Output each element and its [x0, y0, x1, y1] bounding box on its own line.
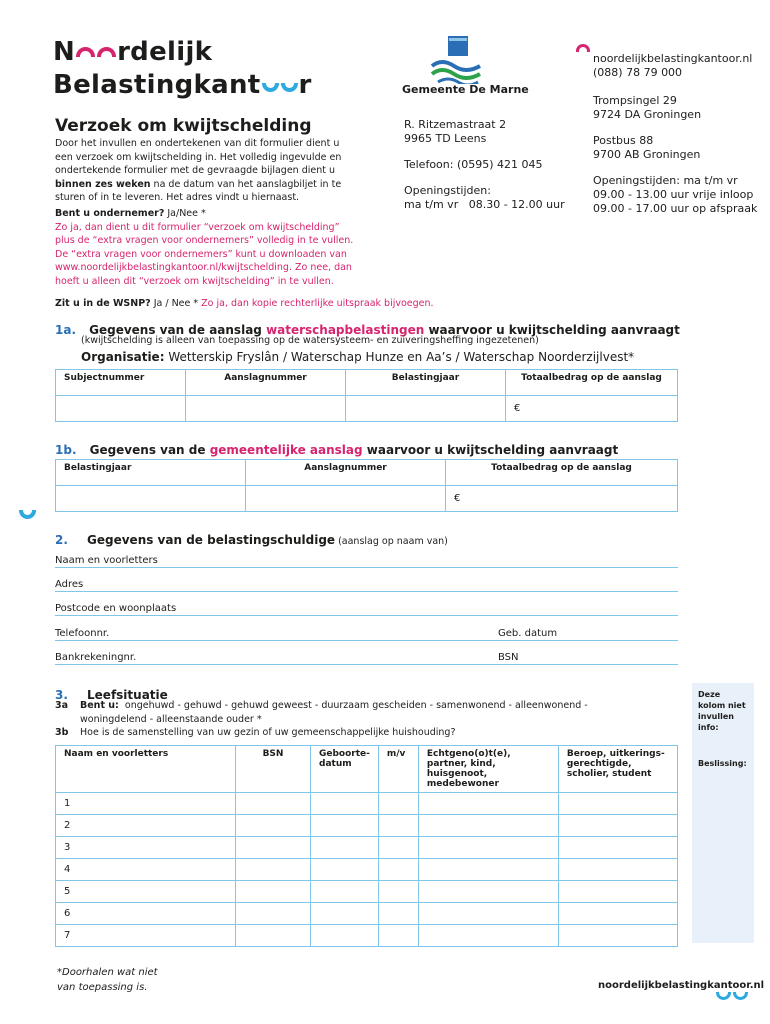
household-name-cell[interactable] — [56, 925, 236, 947]
currency-symbol: € — [454, 493, 461, 504]
contact-postbox: Postbus 88 — [593, 134, 654, 147]
section-number: 2. — [55, 533, 68, 547]
row-number: 7 — [64, 930, 71, 941]
household-name-cell[interactable] — [56, 859, 236, 881]
table-row — [56, 837, 678, 859]
section-1a-subtitle: (kwijtschelding is alleen van toepassing op de watersysteem- en zuiveringsheffing ingezetenen) — [81, 335, 539, 346]
side-panel — [692, 683, 754, 943]
marital-options[interactable]: ongehuwd - gehuwd - gehuwd geweest - duurzaam gescheiden - samenwonend - alleenwonend - — [118, 700, 588, 711]
table-header-row — [56, 370, 678, 396]
column-header: Beroep, uitkerings-gerechtigde, scholier, student — [558, 746, 677, 793]
household-name-cell[interactable] — [56, 815, 236, 837]
footer-note-line: *Doorhalen wat niet — [57, 967, 158, 978]
intro-line — [55, 178, 385, 192]
household-cell[interactable] — [378, 815, 418, 837]
arc-decoration-icon — [716, 992, 731, 1000]
spacer — [404, 146, 565, 158]
table-row — [56, 903, 678, 925]
postcode-field[interactable] — [55, 615, 678, 616]
table-1b — [55, 459, 678, 512]
section-title: Gegevens van de belastingschuldige — [87, 533, 336, 547]
footer-note — [57, 965, 158, 995]
side-note: Deze kolom niet invullen info: — [698, 690, 746, 732]
arc-decoration-icon — [733, 992, 748, 1000]
field-label-name: Naam en voorletters — [55, 555, 158, 566]
question-number: 3b — [55, 727, 69, 738]
municipality-address-2: 9965 TD Leens — [404, 132, 487, 145]
row-number: 6 — [64, 908, 71, 919]
contact-block — [593, 52, 757, 216]
bank-field[interactable] — [55, 664, 678, 665]
table-row — [56, 859, 678, 881]
page-title: Verzoek om kwijtschelding — [55, 116, 312, 136]
spacer — [593, 122, 757, 134]
title-part: waarvoor u kwijtschelding aanvraagt — [362, 443, 619, 457]
household-cell[interactable] — [418, 815, 558, 837]
field-label-address: Adres — [55, 579, 84, 590]
field-label-bank: Bankrekeningnr. — [55, 652, 137, 663]
household-cell[interactable] — [236, 837, 311, 859]
logo — [53, 36, 312, 102]
subjectnummer-cell[interactable] — [56, 396, 186, 422]
column-header: Naam en voorletters — [56, 746, 236, 793]
row-number: 3 — [64, 842, 71, 853]
intro-line: Door het invullen en ondertekenen van dit formulier dient u — [55, 138, 340, 149]
contact-hours-label: Openingstijden: ma t/m vr — [593, 174, 738, 187]
column-header: Belastingjaar — [346, 370, 506, 396]
table-row — [56, 793, 678, 815]
household-cell[interactable] — [378, 793, 418, 815]
contact-website[interactable]: noordelijkbelastingkantoor.nl — [593, 52, 753, 65]
totaalbedrag-cell[interactable] — [506, 396, 678, 422]
section-title: Leefsituatie — [87, 688, 168, 702]
household-cell[interactable] — [418, 881, 558, 903]
currency-symbol: € — [514, 403, 521, 414]
household-cell[interactable] — [558, 815, 677, 837]
household-cell[interactable] — [418, 859, 558, 881]
household-cell[interactable] — [311, 837, 379, 859]
row-number: 5 — [64, 886, 71, 897]
table-row — [56, 486, 678, 512]
entrepreneur-note[interactable]: www.noordelijkbelastingkantoor.nl/kwijtschelding. Zo nee, dan — [55, 262, 352, 273]
household-name-cell[interactable] — [56, 793, 236, 815]
municipality-phone: Telefoon: (0595) 421 045 — [404, 158, 543, 171]
household-cell[interactable] — [236, 903, 311, 925]
intro-line-rest: na de datum van het aanslagbiljet in te — [150, 178, 342, 190]
household-cell[interactable] — [558, 859, 677, 881]
organisation-row — [81, 350, 634, 364]
contact-city-2: 9700 AB Groningen — [593, 148, 701, 161]
logo-text-d: r — [298, 70, 312, 100]
contact-street: Trompsingel 29 — [593, 94, 677, 107]
spacer — [593, 80, 757, 94]
arc-decoration-icon — [576, 44, 590, 52]
column-header: m/v — [378, 746, 418, 793]
intro-line: sturen of in te leveren. Het adres vindt u hiernaast. — [55, 192, 300, 203]
municipality-name: Gemeente De Marne — [402, 83, 529, 96]
household-cell[interactable] — [378, 925, 418, 947]
household-cell[interactable] — [378, 837, 418, 859]
column-header: Aanslagnummer — [186, 370, 346, 396]
logo-arc-icon — [262, 83, 279, 92]
section-3a — [55, 699, 635, 740]
table-row — [56, 815, 678, 837]
section-3b-row — [55, 726, 635, 740]
title-part: Gegevens van de aanslag — [89, 323, 267, 337]
entrepreneur-note: plus de “extra vragen voor ondernemers” volledig in te vullen. — [55, 235, 354, 246]
section-title — [90, 443, 619, 457]
question-text: Hoe is de samenstelling van uw gezin of uw gemeenschappelijke huishouding? — [80, 727, 456, 738]
column-header: BSN — [236, 746, 311, 793]
column-header: Belastingjaar — [56, 460, 246, 486]
table-row — [56, 396, 678, 422]
logo-text-b: rdelijk — [117, 37, 213, 67]
household-cell[interactable] — [311, 903, 379, 925]
household-cell[interactable] — [418, 903, 558, 925]
section-subtitle: (aanslag op naam van) — [335, 536, 448, 547]
field-label-phone: Telefoonnr. — [55, 628, 110, 639]
arc-decoration-icon — [19, 510, 36, 519]
contact-hours-1: 09.00 - 13.00 uur vrije inloop — [593, 188, 754, 201]
table-row — [56, 881, 678, 903]
logo-text-c: Belastingkant — [53, 70, 261, 100]
household-cell[interactable] — [311, 859, 379, 881]
row-number: 2 — [64, 820, 71, 831]
household-cell[interactable] — [378, 881, 418, 903]
aanslagnummer-cell[interactable] — [246, 486, 446, 512]
totaalbedrag-cell[interactable] — [446, 486, 678, 512]
table-row — [56, 925, 678, 947]
column-header: Subjectnummer — [56, 370, 186, 396]
wsnp-row — [55, 297, 434, 311]
name-field[interactable] — [55, 567, 678, 568]
row-number: 4 — [64, 864, 71, 875]
household-cell[interactable] — [236, 815, 311, 837]
contact-phone: (088) 78 79 000 — [593, 66, 683, 79]
household-cell[interactable] — [236, 859, 311, 881]
title-highlight: gemeentelijke aanslag — [209, 443, 363, 457]
organisation-label: Organisatie: — [81, 350, 165, 364]
intro-text — [55, 137, 385, 205]
field-label-postcode: Postcode en woonplaats — [55, 603, 177, 614]
household-name-cell[interactable] — [56, 903, 236, 925]
municipality-crest-icon — [428, 36, 484, 84]
section-3a-row — [55, 699, 635, 713]
section-number: 1a. — [55, 323, 77, 337]
household-name-cell[interactable] — [56, 881, 236, 903]
contact-hours-2: 09.00 - 17.00 uur op afspraak — [593, 202, 758, 215]
aanslagnummer-cell[interactable] — [186, 396, 346, 422]
entrepreneur-answer[interactable]: Ja/Nee * — [164, 208, 206, 219]
logo-arc-icon — [76, 47, 95, 57]
belastingjaar-cell[interactable] — [56, 486, 246, 512]
household-cell[interactable] — [378, 903, 418, 925]
household-name-cell[interactable] — [56, 837, 236, 859]
field-label-bsn: BSN — [498, 652, 519, 663]
household-cell[interactable] — [311, 925, 379, 947]
organisation-value: Wetterskip Fryslân / Waterschap Hunze en Aa’s / Waterschap Noorderzijlvest* — [164, 350, 635, 364]
household-body — [56, 793, 678, 947]
household-cell[interactable] — [418, 925, 558, 947]
household-cell[interactable] — [418, 793, 558, 815]
intro-line: een verzoek om kwijtschelding in. Het volledig ingevulde en — [55, 151, 342, 163]
municipality-hours: ma t/m vr 08.30 - 12.00 uur — [404, 198, 565, 211]
side-decision: Beslissing: — [698, 759, 747, 768]
title-highlight: waterschapbelastingen — [266, 323, 425, 337]
entrepreneur-note: hoeft u alleen dit “verzoek om kwijtschelding” in te vullen. — [55, 275, 334, 287]
logo-text-a: N — [53, 37, 76, 67]
entrepreneur-block — [55, 207, 390, 288]
spacer — [404, 172, 565, 184]
question-label: Bent u: — [80, 700, 119, 711]
wsnp-question: Zit u in de WSNP? — [55, 298, 151, 309]
title-part: Gegevens van de — [89, 443, 210, 457]
household-table — [55, 745, 678, 947]
footer-note-line: van toepassing is. — [57, 982, 148, 993]
belastingjaar-cell[interactable] — [346, 396, 506, 422]
section-number: 3. — [55, 688, 68, 702]
municipality-contact — [404, 118, 565, 212]
logo-line-2 — [53, 69, 312, 102]
household-cell[interactable] — [378, 859, 418, 881]
household-cell[interactable] — [558, 881, 677, 903]
contact-city-1: 9724 DA Groningen — [593, 108, 702, 121]
municipality-address-1: R. Ritzemastraat 2 — [404, 118, 507, 131]
marital-options-cont[interactable]: woningdelend - alleenstaande ouder * — [80, 713, 262, 725]
row-number: 1 — [64, 798, 71, 809]
household-cell[interactable] — [558, 793, 677, 815]
logo-line-1 — [53, 36, 312, 69]
entrepreneur-question: Bent u ondernemer? — [55, 208, 165, 219]
household-cell[interactable] — [311, 815, 379, 837]
section-1b-title — [55, 439, 618, 458]
household-cell[interactable] — [558, 837, 677, 859]
section-2-title — [55, 529, 448, 548]
phone-field[interactable] — [55, 640, 678, 641]
entrepreneur-question-row — [55, 207, 390, 221]
wsnp-note: Zo ja, dan kopie rechterlijke uitspraak bijvoegen. — [201, 298, 434, 309]
household-cell[interactable] — [236, 881, 311, 903]
household-cell[interactable] — [558, 903, 677, 925]
section-number: 1b. — [55, 443, 77, 457]
column-header: Aanslagnummer — [246, 460, 446, 486]
entrepreneur-note: De “extra vragen voor ondernemers” kunt u downloaden van — [55, 248, 347, 260]
table-header-row — [56, 746, 678, 793]
table-1a — [55, 369, 678, 422]
logo-arc-icon — [97, 47, 116, 57]
field-label-birthdate: Geb. datum — [498, 628, 558, 639]
column-header: Echtgeno(o)t(e), partner, kind, huisgenoot, medebewoner — [418, 746, 558, 793]
column-header: Totaalbedrag op de aanslag — [506, 370, 678, 396]
logo-arc-icon — [281, 83, 298, 92]
address-field[interactable] — [55, 591, 678, 592]
municipality-hours-label: Openingstijden: — [404, 184, 491, 197]
household-cell[interactable] — [311, 793, 379, 815]
column-header: Totaalbedrag op de aanslag — [446, 460, 678, 486]
wsnp-answer[interactable]: Ja / Nee * — [150, 298, 202, 309]
intro-deadline: binnen zes weken — [55, 178, 151, 190]
household-cell[interactable] — [236, 793, 311, 815]
household-cell[interactable] — [558, 925, 677, 947]
footer-website[interactable]: noordelijkbelastingkantoor.nl — [598, 980, 765, 991]
household-cell[interactable] — [418, 837, 558, 859]
household-cell[interactable] — [311, 881, 379, 903]
intro-line: ondertekende formulier met de gevraagde bijlagen dient u — [55, 165, 336, 176]
household-cell[interactable] — [236, 925, 311, 947]
title-part: waarvoor u kwijtschelding aanvraagt — [424, 323, 680, 337]
entrepreneur-note: Zo ja, dan dient u dit formulier “verzoek om kwijtschelding” — [55, 221, 340, 233]
table-header-row — [56, 460, 678, 486]
spacer — [593, 162, 757, 174]
column-header: Geboorte-datum — [311, 746, 379, 793]
question-number: 3a — [55, 700, 69, 711]
